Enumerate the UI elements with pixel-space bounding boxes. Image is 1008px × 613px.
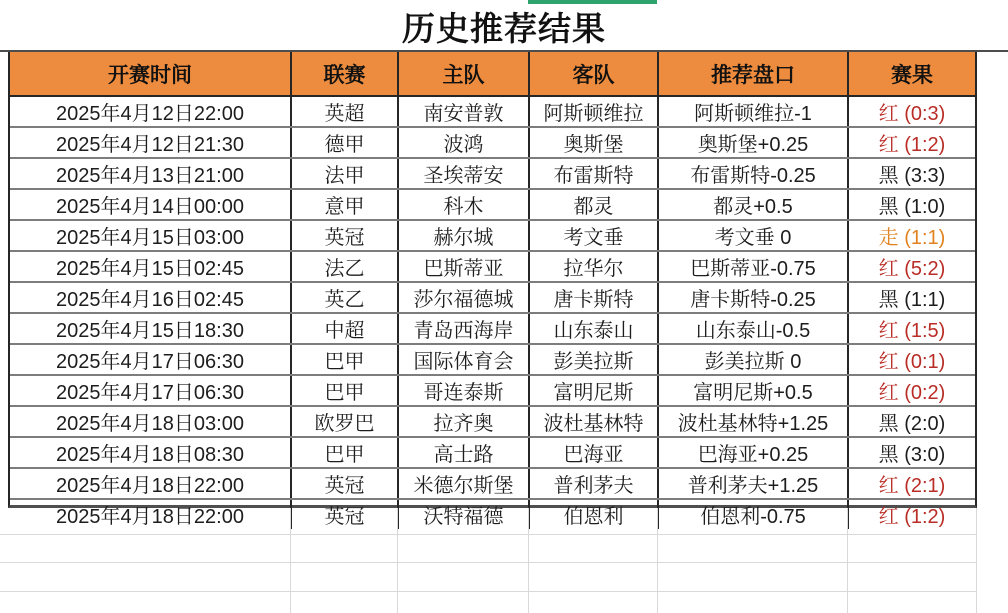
table-row xyxy=(10,438,975,469)
gridline-vertical xyxy=(528,508,529,613)
cell-match-time[interactable]: 2025年4月14日00:00 xyxy=(10,190,292,219)
cell-league[interactable]: 英超 xyxy=(292,97,399,126)
cell-home-team[interactable]: 沃特福德 xyxy=(399,500,530,529)
cell-league[interactable]: 英冠 xyxy=(292,469,399,498)
cell-league[interactable]: 意甲 xyxy=(292,190,399,219)
cell-handicap[interactable]: 阿斯顿维拉-1 xyxy=(659,97,849,126)
cell-handicap[interactable]: 巴斯蒂亚-0.75 xyxy=(659,252,849,281)
cell-handicap[interactable]: 巴海亚+0.25 xyxy=(659,438,849,467)
cell-result[interactable]: 黑 (2:0) xyxy=(878,413,946,435)
cell-match-time[interactable]: 2025年4月18日03:00 xyxy=(10,407,292,436)
cell-handicap[interactable]: 奥斯堡+0.25 xyxy=(659,128,849,157)
cell-match-time[interactable]: 2025年4月15日02:45 xyxy=(10,252,292,281)
column-header-away[interactable]: 客队 xyxy=(530,52,659,95)
cell-result[interactable]: 红 (2:1) xyxy=(878,475,946,497)
table-row xyxy=(10,500,975,529)
table-row xyxy=(10,190,975,221)
table-row xyxy=(10,407,975,438)
table-row xyxy=(10,159,975,190)
gridline-vertical xyxy=(847,508,848,613)
cell-away-team[interactable]: 彭美拉斯 xyxy=(530,345,659,374)
cell-result[interactable]: 红 (5:2) xyxy=(878,258,946,280)
cell-match-time[interactable]: 2025年4月18日22:00 xyxy=(10,469,292,498)
cell-league[interactable]: 欧罗巴 xyxy=(292,407,399,436)
table-row xyxy=(10,283,975,314)
cell-match-time[interactable]: 2025年4月16日02:45 xyxy=(10,283,292,312)
results-table xyxy=(8,52,977,528)
cell-away-team[interactable]: 伯恩利 xyxy=(530,500,659,529)
table-row xyxy=(10,252,975,283)
cell-away-team[interactable]: 拉华尔 xyxy=(530,252,659,281)
cell-home-team[interactable]: 莎尔福德城 xyxy=(399,283,530,312)
cell-league[interactable]: 德甲 xyxy=(292,128,399,157)
cell-result[interactable]: 红 (0:1) xyxy=(878,351,946,373)
cell-handicap[interactable]: 彭美拉斯 0 xyxy=(659,345,849,374)
cell-match-time[interactable]: 2025年4月15日18:30 xyxy=(10,314,292,343)
cell-handicap[interactable]: 布雷斯特-0.25 xyxy=(659,159,849,188)
cell-home-team[interactable]: 圣埃蒂安 xyxy=(399,159,530,188)
cell-result[interactable]: 黑 (3:0) xyxy=(878,444,946,466)
cell-league[interactable]: 英冠 xyxy=(292,500,399,529)
cell-away-team[interactable]: 巴海亚 xyxy=(530,438,659,467)
cell-result[interactable]: 黑 (1:0) xyxy=(878,196,946,218)
cell-away-team[interactable]: 阿斯顿维拉 xyxy=(530,97,659,126)
cell-handicap[interactable]: 考文垂 0 xyxy=(659,221,849,250)
cell-result[interactable]: 红 (1:5) xyxy=(878,320,946,342)
cell-league[interactable]: 中超 xyxy=(292,314,399,343)
cell-home-team[interactable]: 科木 xyxy=(399,190,530,219)
cell-result[interactable]: 红 (1:2) xyxy=(878,134,946,156)
cell-away-team[interactable]: 波杜基林特 xyxy=(530,407,659,436)
cell-home-team[interactable]: 米德尔斯堡 xyxy=(399,469,530,498)
cell-home-team[interactable]: 赫尔城 xyxy=(399,221,530,250)
cell-away-team[interactable]: 山东泰山 xyxy=(530,314,659,343)
cell-result[interactable]: 黑 (1:1) xyxy=(878,289,946,311)
column-header-handicap[interactable]: 推荐盘口 xyxy=(659,52,849,95)
gridline-vertical xyxy=(397,508,398,613)
cell-away-team[interactable]: 唐卡斯特 xyxy=(530,283,659,312)
cell-handicap[interactable]: 波杜基林特+1.25 xyxy=(659,407,849,436)
cell-match-time[interactable]: 2025年4月12日22:00 xyxy=(10,97,292,126)
cell-home-team[interactable]: 哥连泰斯 xyxy=(399,376,530,405)
cell-result[interactable]: 红 (0:3) xyxy=(878,103,946,125)
cell-home-team[interactable]: 巴斯蒂亚 xyxy=(399,252,530,281)
cell-home-team[interactable]: 国际体育会 xyxy=(399,345,530,374)
cell-away-team[interactable]: 富明尼斯 xyxy=(530,376,659,405)
table-row xyxy=(10,376,975,407)
cell-home-team[interactable]: 拉齐奥 xyxy=(399,407,530,436)
cell-match-time[interactable]: 2025年4月12日21:30 xyxy=(10,128,292,157)
cell-match-time[interactable]: 2025年4月17日06:30 xyxy=(10,345,292,374)
gridline-horizontal xyxy=(0,591,977,592)
table-header-row xyxy=(10,52,975,97)
cell-result[interactable]: 黑 (3:3) xyxy=(878,165,946,187)
cell-home-team[interactable]: 波鸿 xyxy=(399,128,530,157)
cell-handicap[interactable]: 伯恩利-0.75 xyxy=(659,500,849,529)
cell-away-team[interactable]: 考文垂 xyxy=(530,221,659,250)
gridline-vertical xyxy=(657,508,658,613)
table-row xyxy=(10,345,975,376)
cell-away-team[interactable]: 都灵 xyxy=(530,190,659,219)
column-header-league[interactable]: 联赛 xyxy=(292,52,399,95)
column-header-result[interactable]: 赛果 xyxy=(891,63,933,87)
table-row xyxy=(10,314,975,345)
cell-league[interactable]: 巴甲 xyxy=(292,376,399,405)
cell-home-team[interactable]: 青岛西海岸 xyxy=(399,314,530,343)
cell-away-team[interactable]: 布雷斯特 xyxy=(530,159,659,188)
cell-handicap[interactable]: 富明尼斯+0.5 xyxy=(659,376,849,405)
gridline-vertical xyxy=(976,508,977,613)
cell-match-time[interactable]: 2025年4月18日08:30 xyxy=(10,438,292,467)
cell-league[interactable]: 法乙 xyxy=(292,252,399,281)
cell-result[interactable]: 红 (0:2) xyxy=(878,382,946,404)
cell-handicap[interactable]: 都灵+0.5 xyxy=(659,190,849,219)
column-header-time[interactable]: 开赛时间 xyxy=(10,52,292,95)
cell-handicap[interactable]: 唐卡斯特-0.25 xyxy=(659,283,849,312)
cell-handicap[interactable]: 普利茅夫+1.25 xyxy=(659,469,849,498)
table-body xyxy=(10,97,975,528)
table-row xyxy=(10,221,975,252)
page-title: 历史推荐结果 xyxy=(402,9,606,47)
table-row xyxy=(10,469,975,500)
gridline-vertical xyxy=(290,508,291,613)
cell-away-team[interactable]: 奥斯堡 xyxy=(530,128,659,157)
table-row xyxy=(10,128,975,159)
cell-match-time[interactable]: 2025年4月13日21:00 xyxy=(10,159,292,188)
cell-league[interactable]: 巴甲 xyxy=(292,438,399,467)
cell-handicap[interactable]: 山东泰山-0.5 xyxy=(659,314,849,343)
cell-home-team[interactable]: 高士路 xyxy=(399,438,530,467)
cell-away-team[interactable]: 普利茅夫 xyxy=(530,469,659,498)
table-row xyxy=(10,97,975,128)
cell-match-time[interactable]: 2025年4月18日22:00 xyxy=(10,500,292,529)
cell-match-time[interactable]: 2025年4月17日06:30 xyxy=(10,376,292,405)
cell-home-team[interactable]: 南安普敦 xyxy=(399,97,530,126)
cell-result[interactable]: 走 (1:1) xyxy=(878,227,946,249)
column-header-home[interactable]: 主队 xyxy=(399,52,530,95)
cell-league[interactable]: 英乙 xyxy=(292,283,399,312)
gridline-horizontal xyxy=(0,534,977,535)
cell-result[interactable]: 红 (1:2) xyxy=(878,506,946,528)
cell-league[interactable]: 英冠 xyxy=(292,221,399,250)
cell-match-time[interactable]: 2025年4月15日03:00 xyxy=(10,221,292,250)
cell-league[interactable]: 法甲 xyxy=(292,159,399,188)
gridline-horizontal xyxy=(0,562,977,563)
cell-league[interactable]: 巴甲 xyxy=(292,345,399,374)
